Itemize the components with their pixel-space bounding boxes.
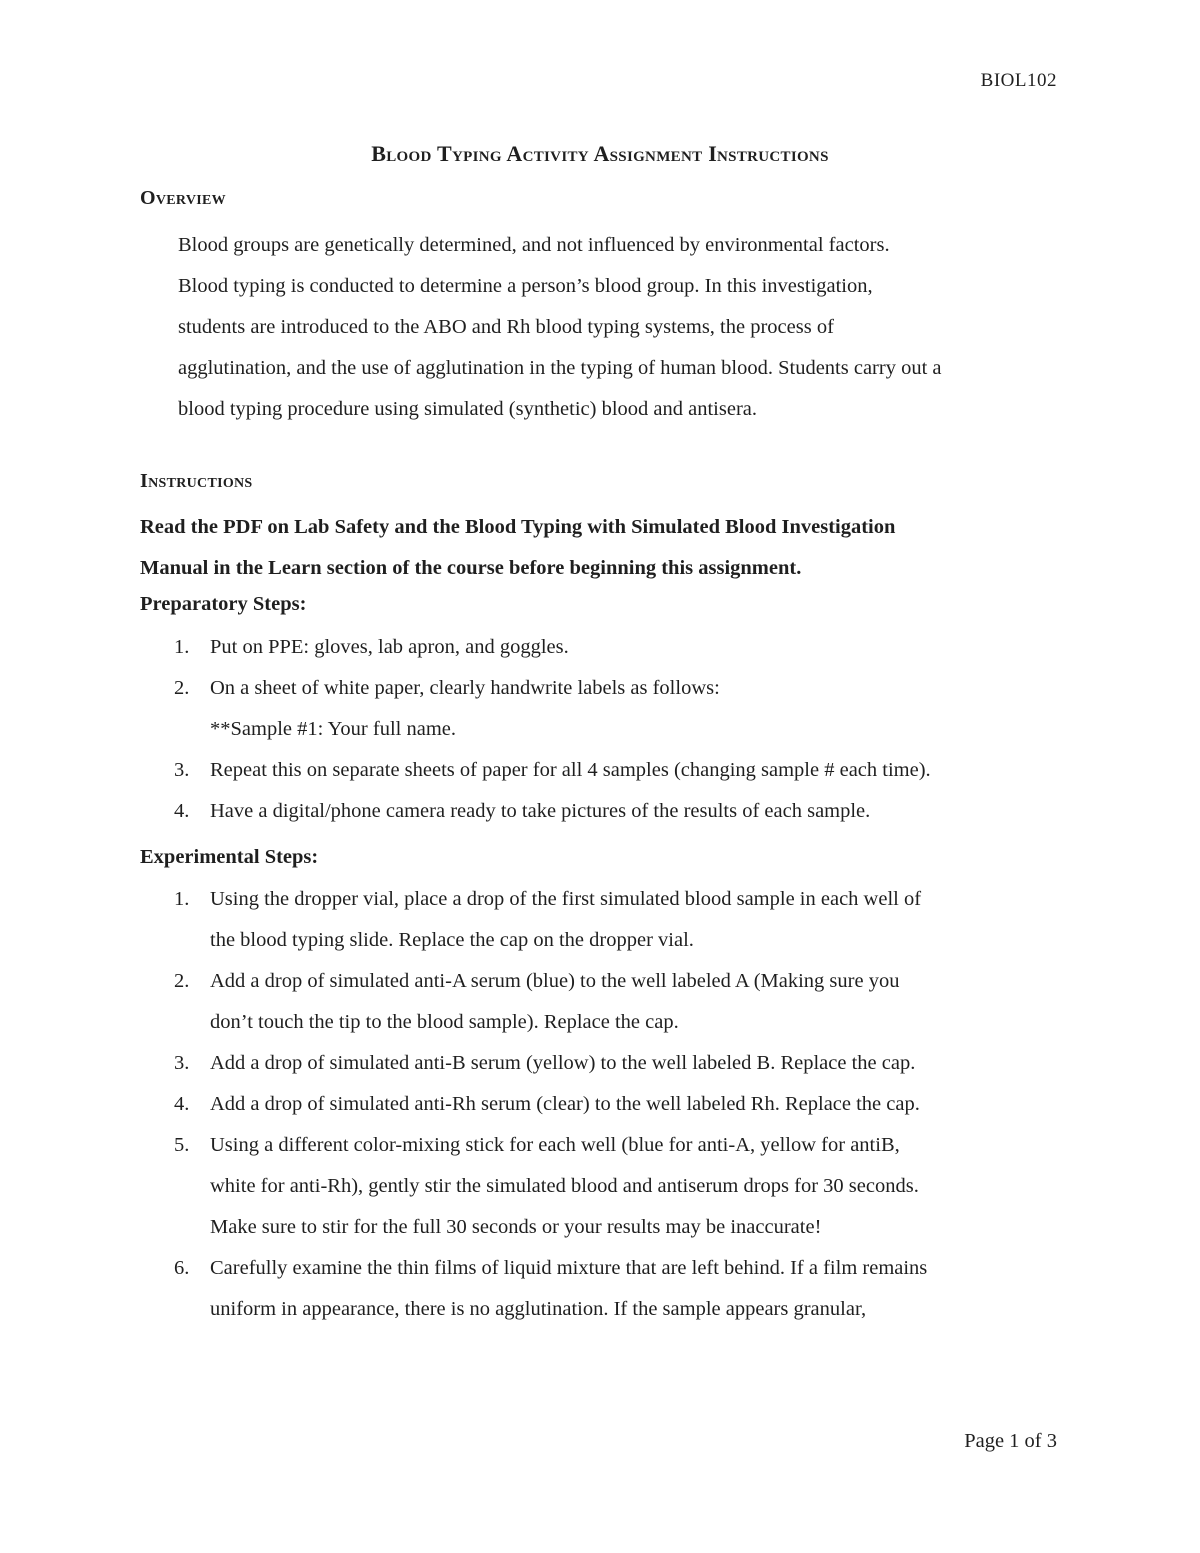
step-number: 2.: [174, 677, 190, 699]
overview-line: Blood groups are genetically determined, and not influenced by environmental factors.: [178, 234, 890, 256]
course-code: BIOL102: [980, 70, 1057, 91]
preparatory-steps-heading: Preparatory Steps:: [140, 593, 307, 615]
step-text: uniform in appearance, there is no agglutination. If the sample appears granular,: [210, 1298, 867, 1320]
overview-line: blood typing procedure using simulated (synthetic) blood and antisera.: [178, 398, 757, 420]
step-text: Have a digital/phone camera ready to take pictures of the results of each sample.: [210, 800, 871, 822]
step-number: 5.: [174, 1134, 190, 1156]
overview-heading: Overview: [140, 187, 226, 209]
step-text: Add a drop of simulated anti-A serum (blue) to the well labeled A (Making sure you: [210, 970, 900, 992]
step-text: don’t touch the tip to the blood sample). Replace the cap.: [210, 1011, 679, 1033]
step-number: 1.: [174, 636, 190, 658]
experimental-step: [140, 1125, 1070, 1248]
step-number: 1.: [174, 888, 190, 910]
page-number: Page 1 of 3: [964, 1430, 1057, 1452]
label-example: **Sample #1: Your full name.: [210, 718, 456, 740]
document-title: Blood Typing Activity Assignment Instructions: [371, 141, 829, 166]
step-number: 3.: [174, 759, 190, 781]
preparatory-steps-list: [140, 627, 1070, 832]
overview-paragraph: [178, 225, 1068, 430]
experimental-steps-list: [140, 879, 1070, 1330]
step-text: Carefully examine the thin films of liquid mixture that are left behind. If a film remains: [210, 1257, 928, 1279]
preparatory-step: [140, 791, 1070, 832]
experimental-step: [140, 1248, 1070, 1330]
step-text: the blood typing slide. Replace the cap on the dropper vial.: [210, 929, 694, 951]
reading-requirement-note: [140, 507, 1070, 589]
experimental-steps-heading: Experimental Steps:: [140, 846, 319, 868]
step-text: Add a drop of simulated anti-Rh serum (clear) to the well labeled Rh. Replace the cap.: [210, 1093, 920, 1115]
step-text: white for anti-Rh), gently stir the simulated blood and antiserum drops for 30 seconds.: [210, 1175, 919, 1197]
preparatory-step: [140, 668, 1070, 750]
step-text: Add a drop of simulated anti-B serum (yellow) to the well labeled B. Replace the cap.: [210, 1052, 916, 1074]
step-text: Make sure to stir for the full 30 seconds or your results may be inaccurate!: [210, 1216, 822, 1238]
experimental-step: [140, 1084, 1070, 1125]
step-number: 2.: [174, 970, 190, 992]
step-number: 6.: [174, 1257, 190, 1279]
note-line: Read the PDF on Lab Safety and the Blood Typing with Simulated Blood Investigation: [140, 516, 896, 538]
overview-line: agglutination, and the use of agglutination in the typing of human blood. Students carry out a: [178, 357, 942, 379]
note-line: Manual in the Learn section of the course before beginning this assignment.: [140, 557, 802, 579]
step-text: Using a different color-mixing stick for each well (blue for anti-A, yellow for antiB,: [210, 1134, 900, 1156]
overview-line: Blood typing is conducted to determine a person’s blood group. In this investigation,: [178, 275, 873, 297]
step-text: Put on PPE: gloves, lab apron, and goggles.: [210, 636, 569, 658]
step-text: On a sheet of white paper, clearly handwrite labels as follows:: [210, 677, 720, 699]
overview-line: students are introduced to the ABO and Rh blood typing systems, the process of: [178, 316, 834, 338]
instructions-heading: Instructions: [140, 470, 253, 492]
step-number: 3.: [174, 1052, 190, 1074]
experimental-step: [140, 1043, 1070, 1084]
experimental-step: [140, 961, 1070, 1043]
experimental-step: [140, 879, 1070, 961]
step-text: Repeat this on separate sheets of paper for all 4 samples (changing sample # each time).: [210, 759, 931, 781]
preparatory-step: [140, 627, 1070, 668]
step-number: 4.: [174, 1093, 190, 1115]
step-number: 4.: [174, 800, 190, 822]
preparatory-step: [140, 750, 1070, 791]
step-text: Using the dropper vial, place a drop of the first simulated blood sample in each well of: [210, 888, 922, 910]
